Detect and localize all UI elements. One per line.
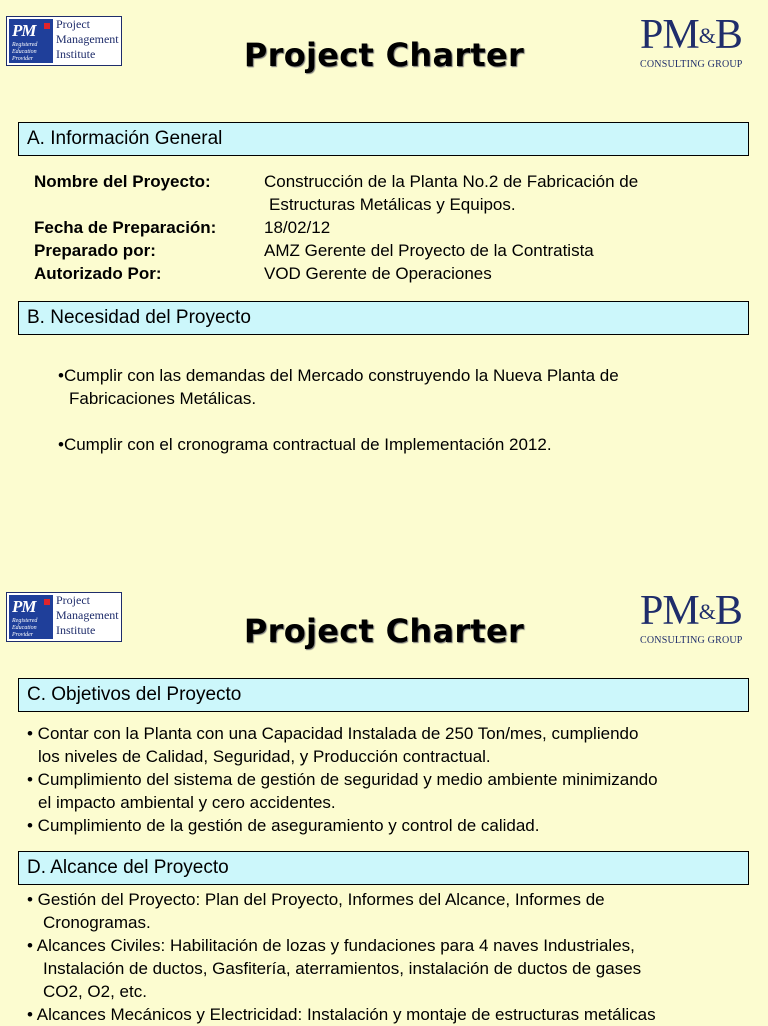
pmi-small-1: Registered	[12, 618, 38, 624]
info-value: Construcción de la Planta No.2 de Fabricación de	[264, 172, 639, 191]
objective-item: • Cumplimiento del sistema de gestión de seguridad y medio ambiente minimizando	[27, 770, 658, 789]
need-item: •Cumplir con el cronograma contractual de Implementación 2012.	[58, 435, 552, 454]
pmb-logo	[640, 12, 762, 74]
info-label: Nombre del Proyecto:	[34, 172, 211, 191]
objective-item: • Cumplimiento de la gestión de aseguramiento y control de calidad.	[27, 816, 540, 835]
pmi-mark-text: PM	[12, 21, 36, 40]
pmi-line-2: Management	[56, 32, 119, 46]
objective-item-cont: los niveles de Calidad, Seguridad, y Producción contractual.	[38, 747, 491, 766]
section-d-header: D. Alcance del Proyecto	[18, 851, 749, 885]
info-label: Autorizado Por:	[34, 264, 162, 283]
info-label: Fecha de Preparación:	[34, 218, 217, 237]
pmi-mark-text: PM	[12, 597, 36, 616]
pmb-logo-sub: CONSULTING GROUP	[640, 635, 743, 646]
objectives-list	[27, 722, 757, 837]
need-item: •Cumplir con las demandas del Mercado construyendo la Nueva Planta de	[58, 366, 619, 385]
pmi-line-1: Project	[56, 17, 90, 31]
scope-item-cont: Instalación de ductos, Gasfitería, aterramientos, instalación de ductos de gases	[43, 959, 642, 978]
section-c-header: C. Objetivos del Proyecto	[18, 678, 749, 712]
pmi-small-2: Education	[12, 625, 37, 631]
scope-item-cont: CO2, O2, etc.	[43, 982, 147, 1001]
pmi-line-3: Institute	[56, 47, 96, 61]
scope-item-cont: Cronogramas.	[43, 913, 151, 932]
section-a-header: A. Información General	[18, 122, 749, 156]
pmi-line-2: Management	[56, 608, 119, 622]
pmi-red-square	[44, 599, 50, 605]
pmi-small-1: Registered	[12, 42, 38, 48]
section-b-header: B. Necesidad del Proyecto	[18, 301, 749, 335]
scope-item: • Alcances Civiles: Habilitación de lozas y fundaciones para 4 naves Industriales,	[27, 936, 635, 955]
pmi-small-3: Provider	[12, 56, 34, 62]
objective-item: • Contar con la Planta con una Capacidad Instalada de 250 Ton/mes, cumpliendo	[27, 724, 639, 743]
info-label: Preparado por:	[34, 241, 156, 260]
pmb-logo-sub: CONSULTING GROUP	[640, 59, 743, 70]
pmi-small-2: Education	[12, 49, 37, 55]
pmb-logo-main: PM&B	[640, 12, 742, 58]
page-title: Project Charter	[243, 612, 525, 650]
pmb-logo	[640, 588, 762, 650]
scope-item: • Gestión del Proyecto: Plan del Proyecto, Informes del Alcance, Informes de	[27, 890, 605, 909]
info-value-cont: Estructuras Metálicas y Equipos.	[269, 195, 516, 214]
info-value: AMZ Gerente del Proyecto de la Contratista	[264, 241, 594, 260]
info-value: 18/02/12	[264, 218, 331, 237]
pmi-line-1: Project	[56, 593, 90, 607]
pmi-small-3: Provider	[12, 632, 34, 638]
pmi-red-square	[44, 23, 50, 29]
need-item-cont: Fabricaciones Metálicas.	[69, 389, 257, 408]
scope-item: • Alcances Mecánicos y Electricidad: Instalación y montaje de estructuras metálicas	[27, 1005, 656, 1024]
pmi-line-3: Institute	[56, 623, 96, 637]
slide-2	[0, 576, 768, 1024]
scope-list	[27, 888, 757, 1026]
pmb-logo-main: PM&B	[640, 588, 742, 634]
page-title: Project Charter	[243, 36, 525, 74]
info-value: VOD Gerente de Operaciones	[264, 264, 492, 283]
objective-item-cont: el impacto ambiental y cero accidentes.	[38, 793, 336, 812]
needs-list	[58, 364, 619, 456]
